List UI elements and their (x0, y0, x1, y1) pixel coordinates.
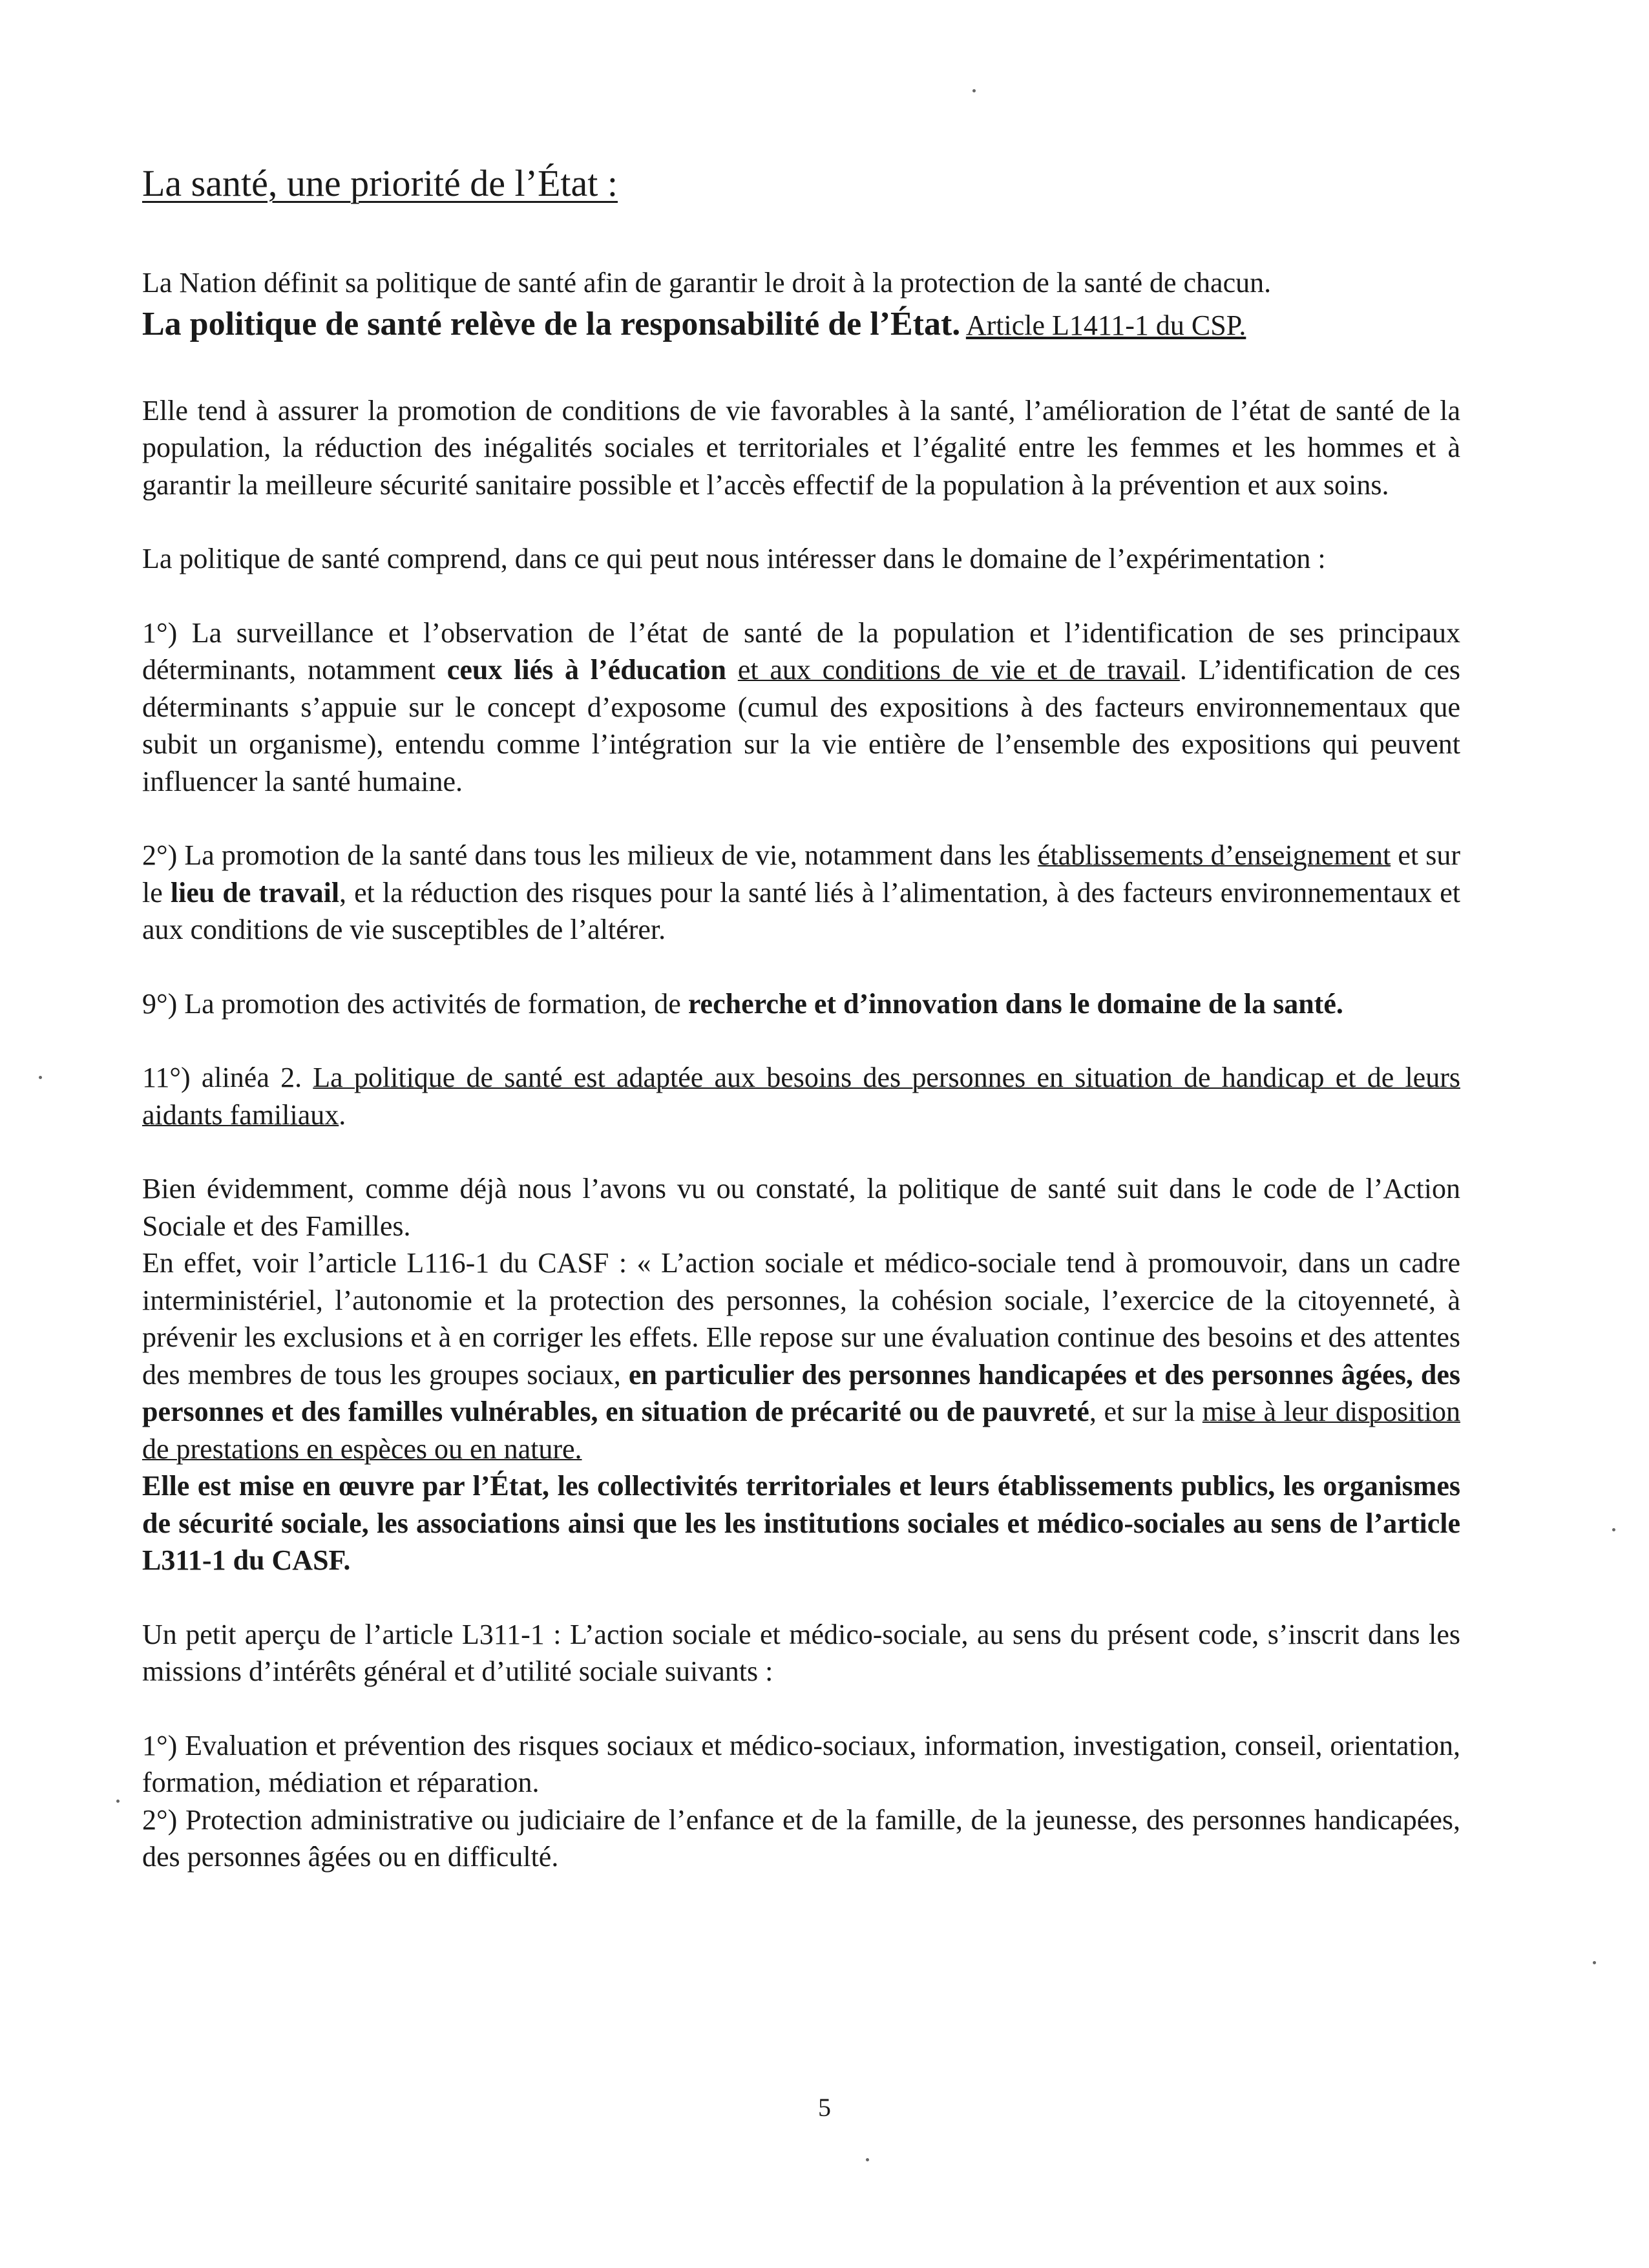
intro-reference: Article L1411-1 du CSP. (965, 309, 1246, 341)
list-item-2-text-a: 2°) La promotion de la santé dans tous les milieux de vie, notamment dans les (142, 839, 1038, 871)
paragraph-casf-quote (142, 1244, 1460, 1467)
intro-line-1: La Nation définit sa politique de santé afin de garantir le droit à la protection de la santé de chacun. (142, 267, 1272, 299)
scan-speck (1593, 1961, 1596, 1964)
page-number: 5 (818, 2093, 831, 2122)
document-page (142, 162, 1460, 1876)
list-item-1-bold: ceux liés à l’éducation (446, 654, 727, 686)
paragraph-casf-intro: Bien évidemment, comme déjà nous l’avons vu ou constaté, la politique de santé suit dans le code de l’Action Sociale et des Familles. (142, 1173, 1460, 1242)
casf-quote-bold: en particulier des personnes handicapées et des personnes âgées, des personnes et des familles vulnérables, en situation de précarité ou de pauvreté (142, 1358, 1460, 1427)
list-item-1 (142, 614, 1460, 801)
list-item-1-text-a: 1°) La surveillance et l’observation de l’état de santé de la population et l’identification de ses principaux déterminants, notamment (142, 616, 1460, 686)
list-item-11 (142, 1059, 1460, 1133)
l311-item-2: 2°) Protection administrative ou judiciaire de l’enfance et de la famille, de la jeunesse, des personnes handicapées, des personnes âgées ou en difficulté. (142, 1803, 1460, 1873)
list-item-2-underline: établissements d’enseignement (1037, 839, 1391, 871)
scan-speck (972, 89, 976, 92)
list-item-9-text-a: 9°) La promotion des activités de formation, de (142, 987, 688, 1020)
casf-quote-underline: mise à leur disposition de prestations en espèces ou en nature. (142, 1396, 1460, 1465)
list-item-2 (142, 837, 1460, 949)
scan-speck (39, 1076, 42, 1079)
list-item-11-text-a: 11°) alinéa 2. (142, 1062, 313, 1093)
list-item-9-bold: recherche et d’innovation dans le domaine de la santé. (688, 987, 1343, 1020)
paragraph-l311: Un petit aperçu de l’article L311-1 : L’action sociale et médico-sociale, au sens du présent code, s’inscrit dans les missions d’intérêts général et d’utilité sociale suivants : (142, 1618, 1460, 1687)
intro-line-2 (142, 304, 1460, 344)
intro-bold-statement: La politique de santé relève de la responsabilité de l’État. (142, 305, 961, 342)
paragraph-casf-bold: Elle est mise en œuvre par l’État, les collectivités territoriales et leurs établissements publics, les organismes de sécurité sociale, les associations ainsi que les les institutions sociales et médico-sociales au sens de l’article L311-1 du CASF. (142, 1470, 1460, 1576)
paragraph-objectives: Elle tend à assurer la promotion de conditions de vie favorables à la santé, l’amélioration de l’état de santé de la population, la réduction des inégalités sociales et territoriales et l’égalité entre les femmes et les hommes et à garantir la meilleure sécurité sanitaire possible et l’accès effectif de la population à la prévention et aux soins. (142, 394, 1460, 501)
paragraph-comprend: La politique de santé comprend, dans ce qui peut nous intéresser dans le domaine de l’expérimentation : (142, 543, 1326, 574)
casf-quote-text-a: En effet, voir l’article L116-1 du CASF : « L’action sociale et médico-sociale tend à promouvoir, dans un cadre interministériel, l’autonomie et la protection des personnes, la cohésion sociale, l’exercice de la citoyenneté, à prévenir les exclusions et à en corriger les effets. Elle repose sur une évaluation continue des besoins et des attentes des membres de tous les groupes sociaux, (142, 1247, 1460, 1391)
list-item-1-space (726, 654, 738, 686)
list-item-2-bold: lieu de travail (170, 876, 340, 908)
list-item-2-text-b: et sur le (142, 839, 1460, 908)
list-item-1-text-b: . L’identification de ces déterminants s’appuie sur le concept d’exposome (cumul des expositions à des facteurs environnementaux que subit un organisme), entendu comme l’intégration sur la vie entière de l’ensemble des expositions qui peuvent influencer la santé humaine. (142, 654, 1461, 797)
scan-speck (866, 2158, 869, 2161)
scan-speck (1612, 1528, 1615, 1531)
l311-item-1: 1°) Evaluation et prévention des risques sociaux et médico-sociaux, information, investigation, conseil, orientation, formation, médiation et réparation. (142, 1729, 1460, 1798)
list-item-1-underline: et aux conditions de vie et de travail (737, 654, 1180, 686)
page-title: La santé, une priorité de l’État : (142, 162, 618, 204)
casf-quote-text-b: , et sur la (1089, 1396, 1203, 1427)
list-item-9 (142, 985, 1460, 1023)
scan-speck (116, 1800, 120, 1803)
list-item-11-text-b: . (339, 1098, 346, 1131)
list-item-11-underline: La politique de santé est adaptée aux besoins des personnes en situation de handicap et de leurs aidants familiaux (142, 1062, 1460, 1131)
list-item-2-text-c: , et la réduction des risques pour la santé liés à l’alimentation, à des facteurs environnementaux et aux conditions de vie susceptibles de l’altérer. (142, 876, 1460, 945)
